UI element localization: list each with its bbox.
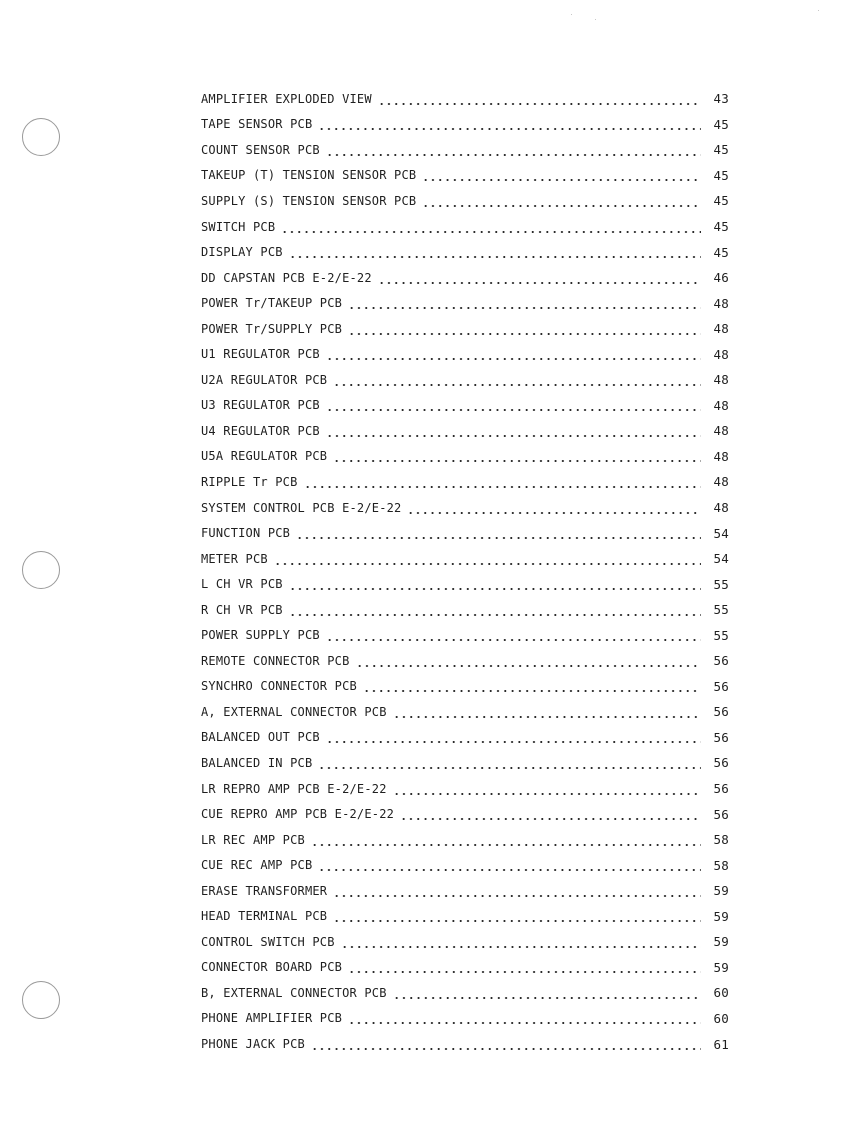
dot-leader — [407, 501, 701, 515]
toc-entry-title: A, EXTERNAL CONNECTOR PCB — [201, 704, 387, 719]
scan-speck — [818, 10, 819, 11]
toc-entry — [201, 929, 729, 955]
toc-entry-page-number: 60 — [713, 1010, 729, 1026]
toc-entry-page-number: 58 — [713, 857, 729, 873]
toc-entry-page-number: 45 — [713, 193, 729, 209]
toc-entry-page-number: 60 — [713, 985, 729, 1001]
toc-entry — [201, 878, 729, 904]
dot-leader — [326, 347, 701, 361]
toc-entry-page-number: 56 — [713, 653, 729, 669]
toc-entry-title: U4 REGULATOR PCB — [201, 423, 320, 438]
toc-entry — [201, 571, 729, 597]
dot-leader — [341, 935, 701, 949]
dot-leader — [393, 782, 701, 796]
toc-entry-title: TAPE SENSOR PCB — [201, 117, 313, 132]
dot-leader — [422, 194, 701, 208]
dot-leader — [326, 730, 701, 744]
toc-entry-page-number: 43 — [713, 91, 729, 107]
toc-entry — [201, 1006, 729, 1032]
toc-entry — [201, 86, 729, 112]
toc-entry — [201, 290, 729, 316]
toc-entry — [201, 980, 729, 1006]
toc-entry-title: R CH VR PCB — [201, 602, 283, 617]
toc-entry-page-number: 48 — [713, 423, 729, 439]
toc-entry-title: PHONE JACK PCB — [201, 1037, 305, 1051]
toc-entry-title: POWER SUPPLY PCB — [201, 628, 320, 643]
dot-leader — [378, 271, 701, 285]
toc-entry — [201, 1031, 729, 1057]
toc-entry-page-number: 48 — [713, 474, 729, 490]
dot-leader — [400, 807, 701, 821]
dot-leader — [326, 628, 701, 642]
toc-entry-title: L CH VR PCB — [201, 577, 283, 592]
dot-leader — [326, 398, 701, 412]
dot-leader — [363, 679, 701, 693]
toc-entry — [201, 648, 729, 674]
toc-entry-page-number: 55 — [713, 627, 729, 643]
toc-entry-title: BALANCED IN PCB — [201, 755, 313, 770]
dot-leader — [393, 705, 701, 719]
dot-leader — [289, 245, 701, 259]
toc-entry — [201, 341, 729, 367]
toc-entry-page-number: 56 — [713, 806, 729, 822]
toc-entry-title: METER PCB — [201, 551, 268, 566]
toc-entry — [201, 699, 729, 725]
toc-entry-title: AMPLIFIER EXPLODED VIEW — [201, 91, 372, 106]
toc-entry-title: U2A REGULATOR PCB — [201, 372, 328, 387]
dot-leader — [348, 960, 701, 974]
toc-entry — [201, 852, 729, 878]
toc-entry-page-number: 56 — [713, 781, 729, 797]
toc-entry-title: CONTROL SWITCH PCB — [201, 934, 335, 949]
toc-entry-page-number: 59 — [713, 883, 729, 899]
toc-entry-page-number: 56 — [713, 755, 729, 771]
toc-entry-title: PHONE AMPLIFIER PCB — [201, 1011, 343, 1026]
dot-leader — [348, 1011, 701, 1025]
toc-entry — [201, 316, 729, 342]
dot-leader — [333, 909, 701, 923]
toc-entry — [201, 163, 729, 189]
toc-entry-title: CUE REC AMP PCB — [201, 858, 313, 873]
toc-entry-page-number: 59 — [713, 908, 729, 924]
dot-leader — [318, 117, 701, 131]
toc-entry — [201, 444, 729, 470]
scan-speck — [571, 14, 572, 15]
scan-speck — [595, 19, 596, 20]
toc-entry-page-number: 46 — [713, 270, 729, 286]
dot-leader — [356, 654, 702, 668]
toc-entry — [201, 188, 729, 214]
toc-entry — [201, 750, 729, 776]
toc-entry — [201, 265, 729, 291]
dot-leader — [348, 296, 701, 310]
toc-entry-page-number: 59 — [713, 934, 729, 950]
toc-entry-page-number: 48 — [713, 397, 729, 413]
toc-entry-page-number: 56 — [713, 678, 729, 694]
toc-entry — [201, 214, 729, 240]
binder-hole-bottom — [22, 981, 60, 1019]
toc-entry — [201, 469, 729, 495]
toc-entry-page-number: 59 — [713, 959, 729, 975]
toc-entry — [201, 239, 729, 265]
toc-entry-title: CUE REPRO AMP PCB E-2/E-22 — [201, 807, 395, 822]
toc-entry — [201, 955, 729, 981]
toc-entry — [201, 622, 729, 648]
toc-entry-page-number: 58 — [713, 832, 729, 848]
toc-entry — [201, 546, 729, 572]
toc-entry — [201, 827, 729, 853]
dot-leader — [311, 833, 701, 847]
toc-entry-title: LR REC AMP PCB — [201, 832, 305, 847]
dot-leader — [289, 603, 701, 617]
toc-entry-title: ERASE TRANSFORMER — [201, 883, 328, 898]
toc-entry-page-number: 54 — [713, 551, 729, 567]
dot-leader — [281, 220, 701, 234]
dot-leader — [326, 424, 701, 438]
dot-leader — [289, 577, 701, 591]
binder-hole-middle — [22, 551, 60, 589]
dot-leader — [422, 168, 701, 182]
dot-leader — [333, 449, 701, 463]
toc-entry — [201, 137, 729, 163]
dot-leader — [296, 526, 701, 540]
toc-entry — [201, 904, 729, 930]
toc-entry-page-number: 48 — [713, 321, 729, 337]
toc-entry-title: HEAD TERMINAL PCB — [201, 909, 328, 924]
binder-hole-top — [22, 118, 60, 156]
toc-entry — [201, 520, 729, 546]
toc-entry-page-number: 61 — [713, 1036, 729, 1052]
toc-entry-page-number: 48 — [713, 372, 729, 388]
toc-entry-page-number: 45 — [713, 167, 729, 183]
toc-entry-title: LR REPRO AMP PCB E-2/E-22 — [201, 781, 387, 796]
toc-entry-page-number: 48 — [713, 448, 729, 464]
toc-entry-title: SYNCHRO CONNECTOR PCB — [201, 679, 357, 694]
toc-entry-title: B, EXTERNAL CONNECTOR PCB — [201, 985, 387, 1000]
toc-entry-title: DISPLAY PCB — [201, 245, 283, 260]
dot-leader — [333, 373, 701, 387]
toc-entry-title: POWER Tr/SUPPLY PCB — [201, 321, 343, 336]
toc-entry-page-number: 48 — [713, 295, 729, 311]
toc-entry-page-number: 56 — [713, 704, 729, 720]
toc-entry-title: DD CAPSTAN PCB E-2/E-22 — [201, 270, 372, 285]
toc-entry-title: TAKEUP (T) TENSION SENSOR PCB — [201, 168, 417, 183]
dot-leader — [393, 986, 701, 1000]
toc-entry-page-number: 45 — [713, 116, 729, 132]
dot-leader — [318, 756, 701, 770]
toc-entry — [201, 495, 729, 521]
toc-entry-page-number: 54 — [713, 525, 729, 541]
toc-entry-title: COUNT SENSOR PCB — [201, 142, 320, 157]
toc-entry-title: SYSTEM CONTROL PCB E-2/E-22 — [201, 500, 402, 515]
dot-leader — [326, 143, 701, 157]
toc-entry-title: SWITCH PCB — [201, 219, 276, 234]
toc-entry — [201, 393, 729, 419]
toc-entry — [201, 367, 729, 393]
dot-leader — [333, 884, 701, 898]
toc-entry-title: BALANCED OUT PCB — [201, 730, 320, 745]
toc-entry-title: FUNCTION PCB — [201, 526, 291, 541]
toc-entry-page-number: 45 — [713, 142, 729, 158]
toc-entry-title: CONNECTOR BOARD PCB — [201, 960, 343, 975]
toc-entry — [201, 418, 729, 444]
toc-entry-page-number: 55 — [713, 602, 729, 618]
dot-leader — [378, 92, 701, 106]
toc-entry-title: U1 REGULATOR PCB — [201, 347, 320, 362]
toc-entry — [201, 112, 729, 138]
table-of-contents — [201, 86, 729, 1057]
dot-leader — [318, 858, 701, 872]
toc-entry — [201, 725, 729, 751]
toc-entry-page-number: 48 — [713, 346, 729, 362]
toc-entry-page-number: 45 — [713, 244, 729, 260]
toc-entry — [201, 674, 729, 700]
toc-entry-title: REMOTE CONNECTOR PCB — [201, 653, 350, 668]
dot-leader — [304, 475, 701, 489]
toc-entry — [201, 597, 729, 623]
toc-entry-page-number: 56 — [713, 729, 729, 745]
toc-entry-title: U5A REGULATOR PCB — [201, 449, 328, 464]
dot-leader — [311, 1037, 701, 1051]
dot-leader — [274, 552, 701, 566]
toc-entry-title: POWER Tr/TAKEUP PCB — [201, 296, 343, 311]
toc-entry-page-number: 48 — [713, 500, 729, 516]
toc-entry-title: U3 REGULATOR PCB — [201, 398, 320, 413]
dot-leader — [348, 322, 701, 336]
toc-entry — [201, 776, 729, 802]
toc-entry — [201, 801, 729, 827]
toc-entry-page-number: 55 — [713, 576, 729, 592]
toc-entry-title: SUPPLY (S) TENSION SENSOR PCB — [201, 193, 417, 208]
toc-entry-title: RIPPLE Tr PCB — [201, 474, 298, 489]
toc-entry-page-number: 45 — [713, 219, 729, 234]
